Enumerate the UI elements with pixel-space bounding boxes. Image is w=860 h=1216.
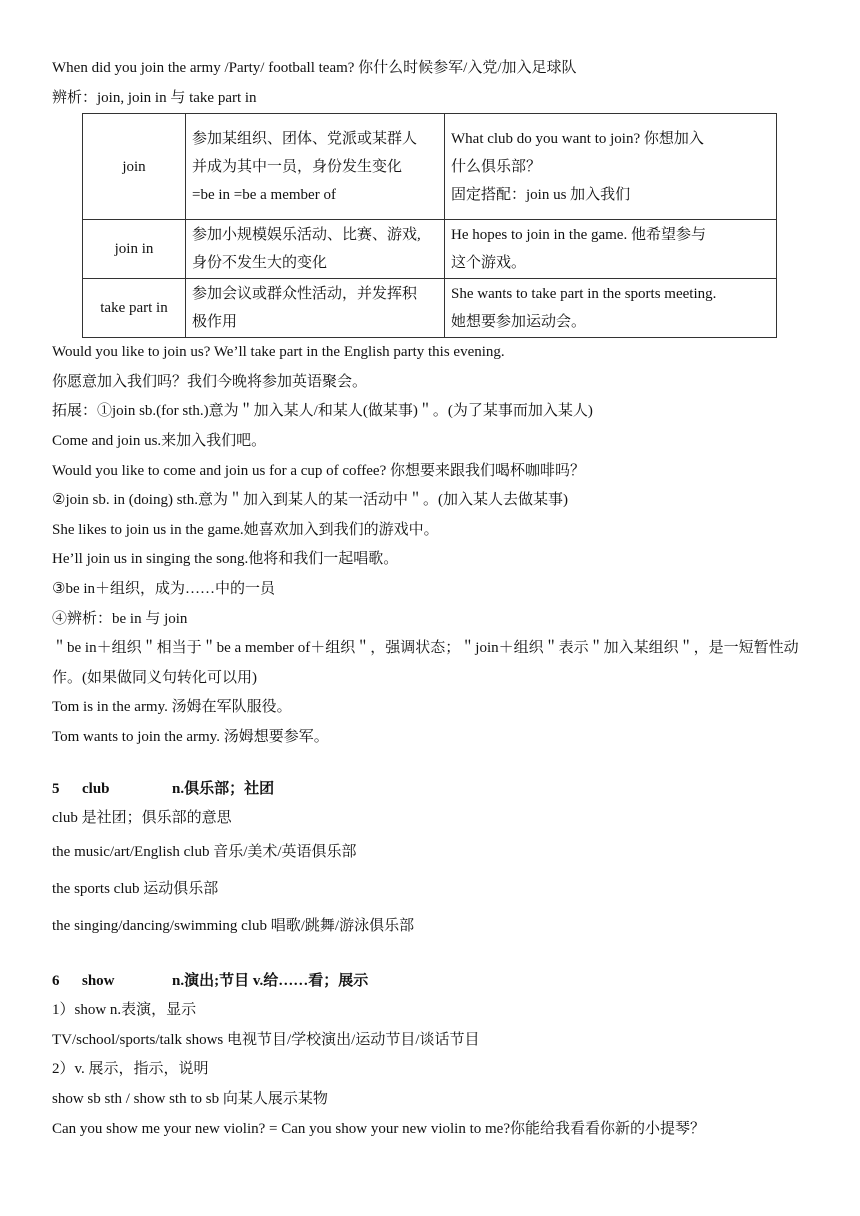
text-line: Can you show me your new violin? = Can you show your new violin to me?你能给我看看你新的小提琴？	[52, 1120, 705, 1137]
definition-line: =be in =be a member of	[192, 186, 336, 203]
spacer	[52, 753, 812, 775]
section-heading-show	[52, 967, 812, 997]
section-meaning: n.演出;节目 v.给……看；展示	[172, 972, 369, 989]
text-line: ③be in＋组织，成为……中的一员	[52, 580, 276, 597]
section-meaning: n.俱乐部；社团	[172, 780, 275, 797]
example-line: Tom is in the army. 汤姆在军队服役。	[52, 699, 292, 716]
section-heading-club	[52, 775, 812, 805]
text-line: ④辨析：be in 与 join	[52, 610, 188, 627]
intro-question: When did you join the army /Party/ football team? 你什么时候参军/入党/加入足球队	[52, 60, 577, 76]
example-line: Tom wants to join the army. 汤姆想要参军。	[52, 728, 329, 745]
term-cell: join	[83, 114, 186, 220]
definition-cell	[186, 114, 445, 220]
section-word: show	[82, 972, 115, 989]
definition-line: 参加某组织、团体、党派或某群人	[192, 130, 418, 147]
example-cell	[445, 220, 777, 279]
definition-cell	[186, 279, 445, 338]
example-line: 固定搭配：join us 加入我们	[451, 186, 631, 203]
text-line: He’ll join us in singing the song.他将和我们一起唱歌。	[52, 551, 399, 568]
definition-line: 参加小规模娱乐活动、比赛、游戏,	[192, 227, 421, 244]
text-line: the singing/dancing/swimming club 唱歌/跳舞/游泳俱乐部	[52, 917, 415, 934]
analysis-title: 辨析：join, join in 与 take part in	[52, 89, 257, 106]
example-line: What club do you want to join? 你想加入	[451, 130, 704, 147]
document-page	[52, 54, 812, 1144]
text-line: Would you like to join us? We’ll take part in the English party this evening.	[52, 344, 505, 361]
section-word: club	[82, 780, 110, 797]
section-number: 5	[52, 780, 60, 797]
table-row	[83, 220, 777, 279]
example-line: 她想要参加运动会。	[451, 314, 587, 331]
text-line: TV/school/sports/talk shows 电视节目/学校演出/运动节目/谈话节目	[52, 1031, 480, 1048]
spacer	[52, 945, 812, 967]
text-line: 1）show n.表演，显示	[52, 1002, 197, 1019]
text-line: 2）v. 展示，指示，说明	[52, 1061, 209, 1078]
text-line: club 是社团；俱乐部的意思	[52, 810, 232, 827]
definition-line: 参加会议或群众性活动，并发挥积	[192, 286, 418, 303]
text-line: 拓展：①join sb.(for sth.)意为＂加入某人/和某人(做某事)＂。(为了某事而加入某人)	[52, 403, 593, 420]
example-line: She wants to take part in the sports meeting.	[451, 286, 717, 303]
example-cell	[445, 114, 777, 220]
term-cell: take part in	[83, 279, 186, 338]
definition-line: 极作用	[192, 314, 238, 331]
be-in-note: ＂be in＋组织＂相当于＂be a member of＋组织＂，强调状态；＂join＋组织＂表示＂加入某组织＂，是一短暂性动作。(如果做同义句转化可以用)	[52, 640, 799, 686]
definition-cell	[186, 220, 445, 279]
text-line: the music/art/English club 音乐/美术/英语俱乐部	[52, 843, 357, 860]
definition-line: 并成为其中一员，身份发生变化	[192, 158, 403, 175]
table-row	[83, 114, 777, 220]
example-line: 这个游戏。	[451, 255, 527, 272]
text-line: show sb sth / show sth to sb 向某人展示某物	[52, 1091, 328, 1108]
text-line: ②join sb. in (doing) sth.意为＂加入到某人的某一活动中＂。(加入某人去做某事)	[52, 492, 568, 509]
example-cell	[445, 279, 777, 338]
text-line: Come and join us.来加入我们吧。	[52, 432, 267, 449]
example-line: 什么俱乐部？	[451, 158, 542, 175]
text-line: Would you like to come and join us for a cup of coffee? 你想要来跟我们喝杯咖啡吗？	[52, 462, 585, 479]
term-cell: join in	[83, 220, 186, 279]
text-line: She likes to join us in the game.她喜欢加入到我们的游戏中。	[52, 521, 439, 538]
text-line: the sports club 运动俱乐部	[52, 880, 219, 897]
example-line: He hopes to join in the game. 他希望参与	[451, 227, 706, 244]
text-line: 你愿意加入我们吗？我们今晚将参加英语聚会。	[52, 373, 368, 390]
table-row	[83, 279, 777, 338]
definition-line: 身份不发生大的变化	[192, 255, 328, 272]
section-number: 6	[52, 972, 60, 989]
comparison-table	[82, 113, 777, 338]
